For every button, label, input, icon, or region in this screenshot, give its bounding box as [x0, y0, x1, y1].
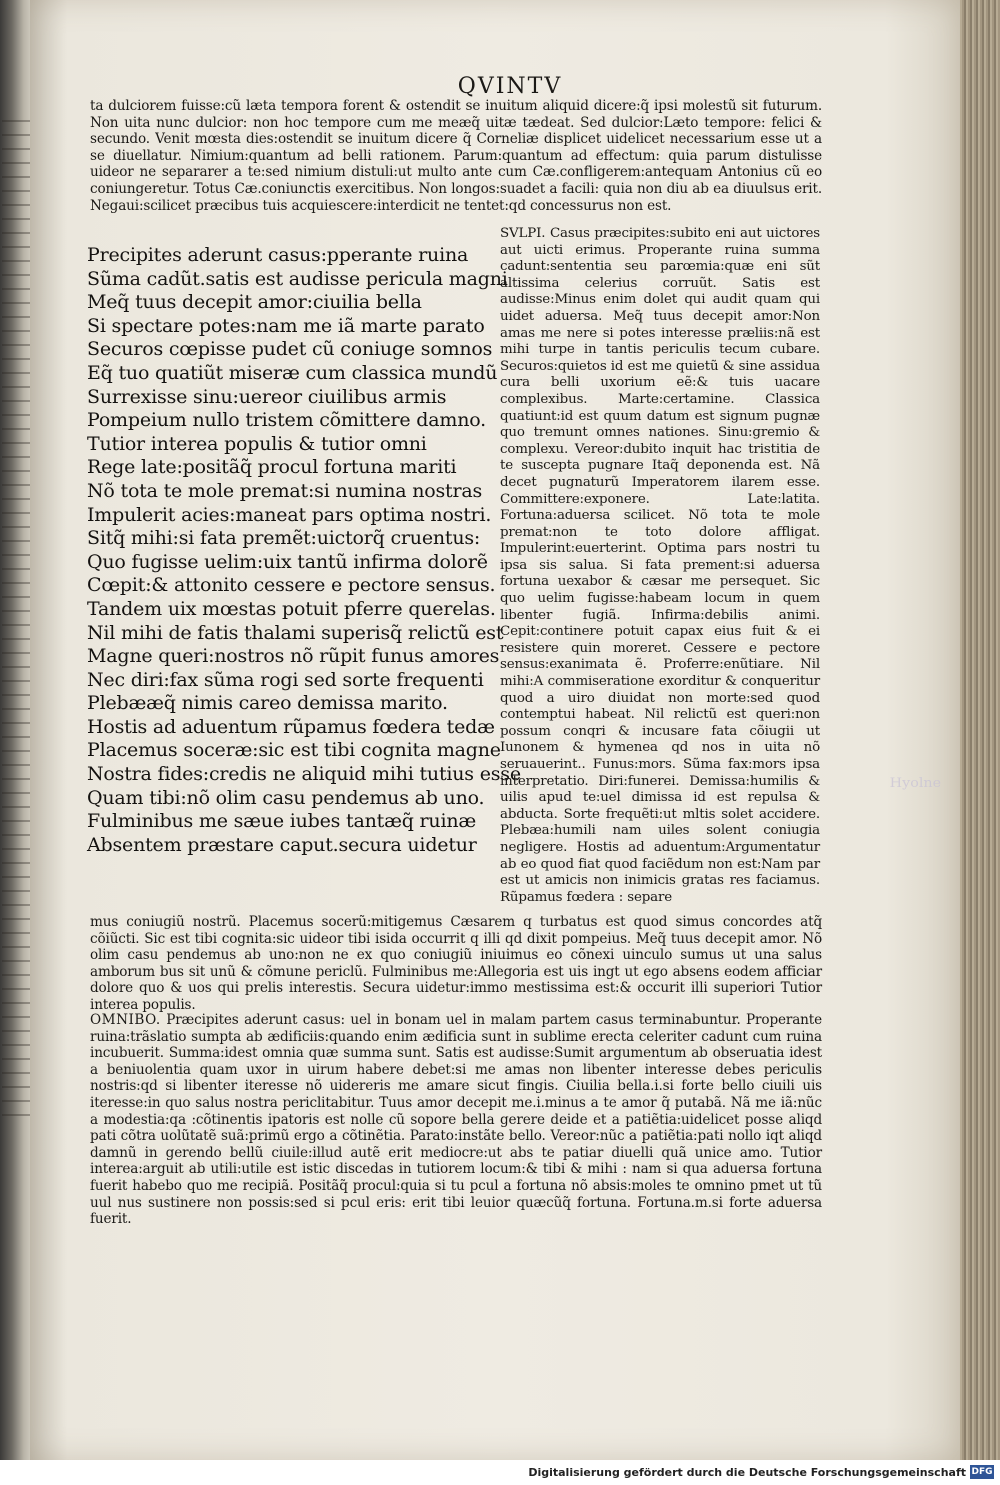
- page-stack-edge: [958, 0, 1000, 1460]
- top-commentary: ta dulciorem fuisse:cũ læta tempora forent & ostendit se inuitum aliquid dicere:q̃ ipsi molestũ sit futurum. Non uita nunc dulcior: non hoc tempore cum me meæq̃ uitæ tædeat. Sed dulcior:Læto tempore: felici & secundo. Venit mœsta dies:ostendit se inuitum dicere q̃ Corneliæ displicet uidelicet necessarium esse ut a se diuellatur. Nimium:quantum ad belli rationem. Parum:quantum ad effectum: quia parum distulisse uideor ne separarer a te:sed nimium distuli:ut multo ante cum Cæ.confligerem:antequam Antonius cũ eo coniungeretur. Totus Cæ.coniunctis exercitibus. Non longos:suadet a facili: quia non diu ab ea diuulsus erit. Negaui:scilicet præcibus tuis acquiescere:interdicit ne tentet:qd concessurus non est.: [90, 98, 822, 214]
- book-page: [30, 0, 960, 1460]
- verse-line: Nil mihi de fatis thalami superisq̃ relictũ est: [87, 621, 504, 644]
- verse-line: Rege late:positãq̃ procul fortuna mariti: [87, 456, 457, 479]
- verse-line: Surrexisse sinu:uereor ciuilibus armis: [87, 385, 447, 408]
- verse-line: Securos cœpisse pudet cũ coniuge somnos: [87, 338, 493, 361]
- omnibonus-commentary: [90, 1012, 822, 1228]
- footer-bar: [0, 1460, 1000, 1485]
- verse-line: Cœpit:& attonito cessere e pectore sensus.: [87, 574, 496, 597]
- verse-line: Meq̃ tuus decepit amor:ciuilia bella: [87, 291, 422, 314]
- facing-page-edge: [0, 0, 34, 1460]
- commentator-name: OMNIBO.: [90, 1012, 161, 1028]
- verse-line: Fulminibus me sæue iubes tantæq̃ ruinæ: [87, 810, 477, 833]
- verse-line: Magne queri:nostros nõ rũpit funus amores: [87, 645, 500, 668]
- verse-line: Placemus soceræ:sic est tibi cognita magne: [87, 739, 501, 762]
- dfg-logo-icon: DFG: [971, 1467, 993, 1477]
- verse-line: Nostra fides:credis ne aliquid mihi tutius esse: [87, 763, 521, 786]
- verse-block: [87, 244, 521, 857]
- verse-line: Si spectare potes:nam me iã marte parato: [87, 314, 485, 337]
- omnibonus-text: Præcipites aderunt casus: uel in bonam uel in malam partem casus terminabuntur. Properante ruina:trãslatio sumpta ab ædificiis:quando enim ædificia sunt in sublime erecta celeriter cadunt cum ruina incubuerit. Summa:idest omnia quæ summa sunt. Satis est audisse:Sumit argumentum ab obseruatia idest a beniuolentia quam uxor in uirum habere debet:si me amas non libenter interesse debes periculis nostris:qd si libenter iteresse nõ uidereris me amare sicut fingis. Ciuilia bella.i.si forte bello ciuili uis iteresse:in quo salus nostra periclitabitur. Tuus amor decepit me.i.minus a te amor q̃ putabã. Nã me iã:nũc a modestia:qa :cõtinentis ipatoris est nolle cũ sopore bella gerere deide et a patiẽtia:uidelicet posse aliqd pati cõtra uolũtatẽ suã:primũ ergo a cõtinẽtia. Parato:instãte bello. Vereor:nũc a patiẽtia:pati nollo iqt aliqd damnũ in gerendo bellũ ciuile:illud autẽ erit mediocre:ut abs te patiar diuelli quã unice amo. Tutior interea:arguit ab utili:utile est istic discedas in tutiorem locum:& tibi & mihi : nam si qua aduersa fortuna fuerit habebo quo me recipiã. Positãq̃ procul:quia si tu pcul a fortuna nõ absis:moles te omnino pmet ut tũ uul nus sustinere non possis:sed si pcul eris: erit tibi leuior quæcũq̃ fortuna. Fortuna.m.si forte aduersa fuerit.: [90, 1012, 822, 1228]
- verse-line: Sitq̃ mihi:si fata premẽt:uictorq̃ cruentus:: [87, 527, 481, 550]
- side-commentary: SVLPI. Casus præcipites:subito eni aut uictores aut uicti erimus. Properante ruina summa cadunt:sententia seu parœmia:quæ eni sũt altissima celerius corruũt. Satis est audisse:Minus enim dolet qui audit quam qui uidet aduersa. Meq̃ tuus decepit amor:Non amas me nere si potes interesse præliis:nã est mihi turpe in tantis periculis tecum cubare. Securos:quietos id est me quietũ & sine assidua cura belli uxorium eẽ:& tuis uacare complexibus. Marte:certamine. Classica quatiunt:id est quum datum est signum pugnæ quo tremunt omnes nationes. Sinu:gremio & complexu. Vereor:dubito inquit hac tristitia de te suscepta pugnare Itaq̃ deponenda est. Nã decet pugnaturũ Imperatorem ilarem esse. Committere:exponere. Late:latita. Fortuna:aduersa scilicet. Nõ tota te mole premat:non te toto dolore affligat. Impulerint:euerterint. Optima pars nostri tu ipsa sis salua. Si fata prement:si aduersa fortuna uexabor & cæsar me persequet. Sic quo uelim fugisse:habeam locum in quem libenter fugiã. Infirma:debilis animi. Cepit:continere potuit capax eius fuit & ei resistere quin moreret. Cessere e pectore sensus:exanimata ẽ. Proferre:enũtiare. Nil mihi:A commiseratione exorditur & conqueritur quod a uiro diuidat non morte:sed quod contemptui habeat. Nil relictũ est queri:non possum conqri & incusare fata cõiugii ut Iunonem & hymenea qd nos in uita nõ seruauerint.. Funus:mors. Sũma fax:mors ipsa interpretatio. Diri:funerei. Demissa:humilis & uilis apud te:uel dimissa id est repulsa & abducta. Sorte frequẽti:ut mltis solet accidere. Plebæa:humili nam uiles solent coniugia negligere. Hostis ad aduentum:Argumentatur ab eo quod fiat quod faciẽdum non est:Nam par est ut amicis non inimicis gratas res faciamus. Rũpamus fœdera : separe: [500, 226, 820, 905]
- bottom-commentary: mus coniugiũ nostrũ. Placemus socerũ:mitigemus Cæsarem q turbatus est quod simus concordes atq̃ cõiũcti. Sic est tibi cognita:sic uideor tibi isida occurrit q illi qd dixit pompeius. Meq̃ tuus decepit amor. Nõ olim casu pendemus ab uno:non ne ex quo coniugiũ iniuimus eo cõnexi uinculo sumus ut una salus amborum bus sit unũ & cõmune periclũ. Fulminibus me:Allegoria est uis ingt ut ego absens eodem afficiar dolore quo & uos qui prelis interestis. Secura uidetur:immo mestissima est:& occurit illi superiori Tutior interea populis.: [90, 914, 822, 1013]
- running-head: QVINTV: [457, 74, 563, 99]
- digitization-credit: Digitalisierung gefördert durch die Deutsche Forschungsgemeinschaft: [528, 1466, 966, 1479]
- verse-line: Plebææq̃ nimis careo demissa marito.: [87, 692, 448, 715]
- verse-line: Nec diri:fax sũma rogi sed sorte frequenti: [87, 668, 484, 691]
- verse-line: Hostis ad aduentum rũpamus fœdera tedæ: [87, 715, 495, 738]
- verse-line: Tutior interea populis & tutior omni: [87, 432, 427, 455]
- verse-line: Absentem præstare caput.secura uidetur: [87, 833, 477, 856]
- verse-line: Precipites aderunt casus:pperante ruina: [87, 244, 469, 266]
- verse-line: Pompeium nullo tristem cõmittere damno.: [87, 409, 486, 432]
- verse-line: Quam tibi:nõ olim casu pendemus ab uno.: [87, 786, 485, 809]
- verse-line: Impulerit acies:maneat pars optima nostri.: [87, 503, 492, 526]
- verse-line: Eq̃ tuo quatiũt miseræ cum classica mundũ: [87, 361, 498, 384]
- marginal-note-ghost: Hyolne: [889, 776, 942, 791]
- verse-line: Nõ tota te mole premat:si numina nostras: [87, 479, 483, 502]
- verse-line: Quo fugisse uelim:uix tantũ infirma dolorẽ: [87, 550, 488, 573]
- verse-line: Sũma cadũt.satis est audisse pericula magni: [87, 267, 508, 290]
- verse-line: Tandem uix mœstas potuit pferre querelas.: [87, 597, 496, 620]
